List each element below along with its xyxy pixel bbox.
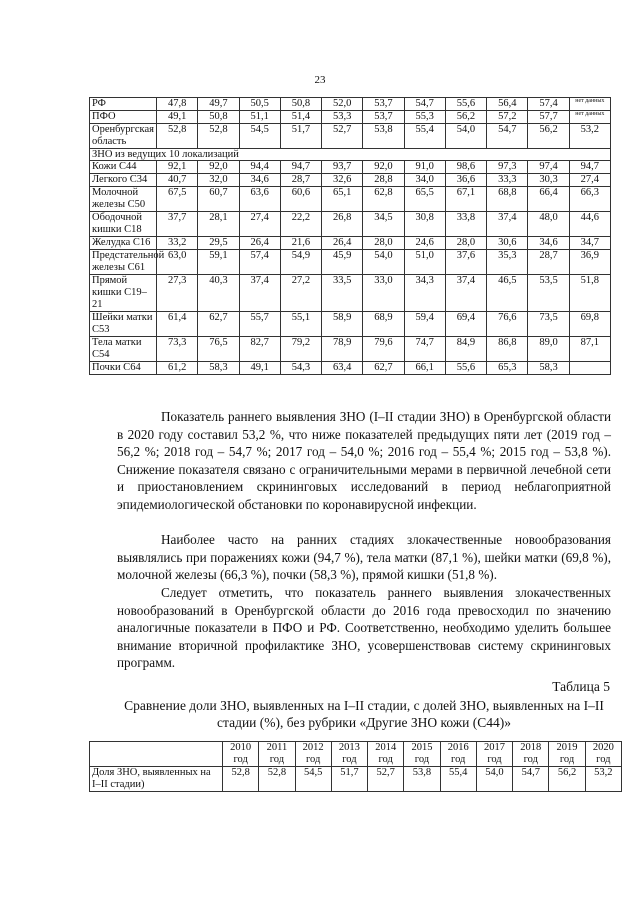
table-cell: 53,3 xyxy=(322,111,363,124)
table-cell: 51,7 xyxy=(331,767,367,792)
table-row xyxy=(90,124,611,149)
table-5-title: Сравнение доли ЗНО, выявленных на I–II стадии, с долей ЗНО, выявленных на I–II стадии (%), без рубрики «Другие ЗНО кожи (С44)» xyxy=(124,698,604,730)
table-cell: 33,2 xyxy=(157,237,198,250)
table-cell: 54,7 xyxy=(487,124,528,149)
table-cell: 62,7 xyxy=(363,362,404,375)
table-cell: 22,2 xyxy=(280,212,321,237)
table-cell: 86,8 xyxy=(487,337,528,362)
year-header: 2020 год xyxy=(585,742,621,767)
year-header: 2011 год xyxy=(259,742,295,767)
table-cell: 58,3 xyxy=(528,362,569,375)
table-5 xyxy=(89,741,622,792)
table-cell xyxy=(569,362,610,375)
table-cell: 59,4 xyxy=(404,312,445,337)
table-cell: 54,0 xyxy=(363,250,404,275)
table-cell: 27,4 xyxy=(569,174,610,187)
table-cell: 54,5 xyxy=(295,767,331,792)
table-cell: 53,2 xyxy=(585,767,621,792)
table-cell: 56,2 xyxy=(528,124,569,149)
table-cell: 49,1 xyxy=(157,111,198,124)
row-label: Шейки матки С53 xyxy=(90,312,157,337)
table-cell: 47,8 xyxy=(157,98,198,111)
table-cell: 60,6 xyxy=(280,187,321,212)
table-cell: 68,9 xyxy=(363,312,404,337)
table-cell: 57,4 xyxy=(239,250,280,275)
table-row xyxy=(90,237,611,250)
table-cell: 53,5 xyxy=(528,275,569,312)
table-cell: 65,5 xyxy=(404,187,445,212)
table-cell: 89,0 xyxy=(528,337,569,362)
table-cell: 55,7 xyxy=(239,312,280,337)
table-cell: 48,0 xyxy=(528,212,569,237)
year-header: 2018 год xyxy=(513,742,549,767)
row-label: Кожи С44 xyxy=(90,161,157,174)
table-cell: 63,0 xyxy=(157,250,198,275)
table-cell: 62,7 xyxy=(198,312,239,337)
table-row xyxy=(90,187,611,212)
table-cell: 92,0 xyxy=(363,161,404,174)
table-cell: 52,0 xyxy=(322,98,363,111)
table-cell: 52,8 xyxy=(157,124,198,149)
row-label: ПФО xyxy=(90,111,157,124)
table-cell: 29,5 xyxy=(198,237,239,250)
table-cell: 59,1 xyxy=(198,250,239,275)
table-cell: 84,9 xyxy=(445,337,486,362)
table-cell: 44,6 xyxy=(569,212,610,237)
table-row xyxy=(90,161,611,174)
table-cell: 37,4 xyxy=(239,275,280,312)
table-row xyxy=(90,337,611,362)
table-cell: 51,1 xyxy=(239,111,280,124)
table-cell: 67,1 xyxy=(445,187,486,212)
table-cell: 91,0 xyxy=(404,161,445,174)
table-cell: 34,5 xyxy=(363,212,404,237)
table-cell: 28,0 xyxy=(445,237,486,250)
table-cell: 32,6 xyxy=(322,174,363,187)
table-cell: 52,7 xyxy=(322,124,363,149)
table-cell: 51,4 xyxy=(280,111,321,124)
year-header: 2013 год xyxy=(331,742,367,767)
table-cell: 56,2 xyxy=(549,767,585,792)
table-cell: 74,7 xyxy=(404,337,445,362)
table-cell: 54,7 xyxy=(404,98,445,111)
table-cell: 97,3 xyxy=(487,161,528,174)
table-cell: 50,5 xyxy=(239,98,280,111)
table-cell: 37,4 xyxy=(487,212,528,237)
table-cell: 24,6 xyxy=(404,237,445,250)
table-cell: 30,8 xyxy=(404,212,445,237)
paragraph-conclusion: Следует отметить, что показатель раннего выявления злокачественных новообразований в Оренбургской области до 2016 года превосходил по значению аналогичные показатели в ПФО и РФ. Соответственно, необходимо уделить большее внимание вторичной профилактике ЗНО, усовершенствовав систему скрининговых программ. xyxy=(117,585,611,670)
table-cell: 55,6 xyxy=(445,98,486,111)
table-cell: 54,0 xyxy=(445,124,486,149)
table-cell: 79,2 xyxy=(280,337,321,362)
table-cell: 66,1 xyxy=(404,362,445,375)
table-cell: 94,4 xyxy=(239,161,280,174)
table-cell: 49,1 xyxy=(239,362,280,375)
table-cell: 61,2 xyxy=(157,362,198,375)
table-cell: 55,6 xyxy=(445,362,486,375)
table-cell: 49,7 xyxy=(198,98,239,111)
year-header: 2016 год xyxy=(440,742,476,767)
table-cell: 32,0 xyxy=(198,174,239,187)
table-cell: 93,7 xyxy=(322,161,363,174)
table-cell: 28,0 xyxy=(363,237,404,250)
table-cell: 58,3 xyxy=(198,362,239,375)
table-cell: 94,7 xyxy=(569,161,610,174)
table-row xyxy=(90,362,611,375)
table-cell: 52,7 xyxy=(368,767,404,792)
table-cell: 53,7 xyxy=(363,111,404,124)
table-cell: 67,5 xyxy=(157,187,198,212)
table-row xyxy=(90,111,611,124)
table-cell: 63,4 xyxy=(322,362,363,375)
table-5-label: Таблица 5 xyxy=(552,679,610,694)
table-cell: нет данных xyxy=(569,111,610,124)
table-cell: 76,5 xyxy=(198,337,239,362)
table-cell: 92,1 xyxy=(157,161,198,174)
page-number: 23 xyxy=(314,74,326,86)
table-cell: 33,8 xyxy=(445,212,486,237)
table-cell: 98,6 xyxy=(445,161,486,174)
table-cell: 92,0 xyxy=(198,161,239,174)
table-cell: 52,8 xyxy=(198,124,239,149)
table-cell: 40,3 xyxy=(198,275,239,312)
table-cell: 26,4 xyxy=(322,237,363,250)
table-cell: 40,7 xyxy=(157,174,198,187)
table-cell: 33,3 xyxy=(487,174,528,187)
table-cell: 73,3 xyxy=(157,337,198,362)
table-cell: 36,9 xyxy=(569,250,610,275)
table-cell: 34,7 xyxy=(569,237,610,250)
table-cell: 63,6 xyxy=(239,187,280,212)
row-label: Предстательной железы С61 xyxy=(90,250,157,275)
table-cell: 26,8 xyxy=(322,212,363,237)
table-row xyxy=(90,250,611,275)
table-row xyxy=(90,212,611,237)
row-label: Желудка С16 xyxy=(90,237,157,250)
table-cell: 53,8 xyxy=(363,124,404,149)
table-cell: 58,9 xyxy=(322,312,363,337)
table-cell: 27,2 xyxy=(280,275,321,312)
row-label: Ободочной кишки С18 xyxy=(90,212,157,237)
table-cell: 27,3 xyxy=(157,275,198,312)
table-cell: 54,3 xyxy=(280,362,321,375)
row-label: Прямой кишки С19–21 xyxy=(90,275,157,312)
table-cell: 46,5 xyxy=(487,275,528,312)
row-label: Доля ЗНО, выявленных на I–II стадии) xyxy=(90,767,223,792)
year-header: 2019 год xyxy=(549,742,585,767)
table-cell: 30,3 xyxy=(528,174,569,187)
table-cell: 73,5 xyxy=(528,312,569,337)
early-detection-table xyxy=(89,97,611,375)
table-cell: 37,7 xyxy=(157,212,198,237)
table-cell: 30,6 xyxy=(487,237,528,250)
table-cell: 61,4 xyxy=(157,312,198,337)
table-cell: 33,5 xyxy=(322,275,363,312)
section-heading: ЗНО из ведущих 10 локализаций xyxy=(90,149,611,161)
table-cell: 56,2 xyxy=(445,111,486,124)
row-label: РФ xyxy=(90,98,157,111)
table-cell: 26,4 xyxy=(239,237,280,250)
table-row xyxy=(90,174,611,187)
table-header-row xyxy=(90,742,622,767)
table-cell: 55,4 xyxy=(404,124,445,149)
table-cell: 28,7 xyxy=(280,174,321,187)
table-cell: 51,8 xyxy=(569,275,610,312)
table-cell: 55,3 xyxy=(404,111,445,124)
table-cell: 35,3 xyxy=(487,250,528,275)
table-cell: 57,7 xyxy=(528,111,569,124)
table-cell: 34,6 xyxy=(528,237,569,250)
table-cell: 34,3 xyxy=(404,275,445,312)
year-header: 2012 год xyxy=(295,742,331,767)
table-cell: 54,5 xyxy=(239,124,280,149)
table-cell: 21,6 xyxy=(280,237,321,250)
paragraph-frequent-sites: Наиболее часто на ранних стадиях злокачественные новообразования выявлялись при поражениях кожи (94,7 %), тела матки (87,1 %), шейки матки (69,8 %), молочной железы (66,3 %), почки (58,3 %), прямой кишки (51,8 %). xyxy=(117,532,611,582)
table-cell: 82,7 xyxy=(239,337,280,362)
table-cell: 51,0 xyxy=(404,250,445,275)
table-cell: 34,0 xyxy=(404,174,445,187)
table-cell: 69,4 xyxy=(445,312,486,337)
table-cell: 28,1 xyxy=(198,212,239,237)
row-label: Молочной железы С50 xyxy=(90,187,157,212)
section-row xyxy=(90,149,611,161)
table-cell: 53,8 xyxy=(404,767,440,792)
table-cell: 36,6 xyxy=(445,174,486,187)
table-cell: 66,3 xyxy=(569,187,610,212)
header-blank xyxy=(90,742,223,767)
row-label: Оренбургская область xyxy=(90,124,157,149)
table-row xyxy=(90,767,622,792)
table-cell: 55,1 xyxy=(280,312,321,337)
table-cell: 68,8 xyxy=(487,187,528,212)
table-cell: 57,2 xyxy=(487,111,528,124)
table-cell: 27,4 xyxy=(239,212,280,237)
paragraph-early-detection: Показатель раннего выявления ЗНО (I–II стадии ЗНО) в Оренбургской области в 2020 году составил 53,2 %, что ниже показателей предыдущих пяти лет (2019 год – 56,2 %; 2018 год – 54,7 %; 2017 год – 54,0 %; 2016 год – 55,4 %; 2015 год – 53,8 %). Снижение показателя связано с ограничительными мерами в первичной лечебной сети и приостановлением скрининговых исследований в период неблагоприятной эпидемиологической обстановки по коронавирусной инфекции. xyxy=(117,409,611,512)
table-cell: 97,4 xyxy=(528,161,569,174)
table-cell: 52,8 xyxy=(223,767,259,792)
table-cell: 76,6 xyxy=(487,312,528,337)
table-cell: 53,7 xyxy=(363,98,404,111)
table-cell: 37,6 xyxy=(445,250,486,275)
table-row xyxy=(90,98,611,111)
table-cell: 66,4 xyxy=(528,187,569,212)
table-cell: 65,3 xyxy=(487,362,528,375)
year-header: 2010 год xyxy=(223,742,259,767)
row-label: Почки С64 xyxy=(90,362,157,375)
table-cell: 65,1 xyxy=(322,187,363,212)
year-header: 2014 год xyxy=(368,742,404,767)
table-cell: 45,9 xyxy=(322,250,363,275)
table-cell: 62,8 xyxy=(363,187,404,212)
table-cell: 50,8 xyxy=(198,111,239,124)
table-cell: 87,1 xyxy=(569,337,610,362)
table-cell: 60,7 xyxy=(198,187,239,212)
table-cell: 56,4 xyxy=(487,98,528,111)
year-header: 2017 год xyxy=(476,742,512,767)
table-cell: 34,6 xyxy=(239,174,280,187)
table-cell: 54,9 xyxy=(280,250,321,275)
table-cell: 28,8 xyxy=(363,174,404,187)
table-cell: 52,8 xyxy=(259,767,295,792)
table-cell: 37,4 xyxy=(445,275,486,312)
table-row xyxy=(90,275,611,312)
table-cell: 50,8 xyxy=(280,98,321,111)
row-label: Тела матки С54 xyxy=(90,337,157,362)
table-cell: 79,6 xyxy=(363,337,404,362)
table-cell: 33,0 xyxy=(363,275,404,312)
row-label: Легкого С34 xyxy=(90,174,157,187)
table-cell: 94,7 xyxy=(280,161,321,174)
table-cell: 78,9 xyxy=(322,337,363,362)
table-cell: 55,4 xyxy=(440,767,476,792)
table-cell: 54,7 xyxy=(513,767,549,792)
table-cell: нет данных xyxy=(569,98,610,111)
table-cell: 28,7 xyxy=(528,250,569,275)
table-cell: 54,0 xyxy=(476,767,512,792)
table-cell: 51,7 xyxy=(280,124,321,149)
table-cell: 53,2 xyxy=(569,124,610,149)
table-row xyxy=(90,312,611,337)
table-cell: 69,8 xyxy=(569,312,610,337)
table-cell: 57,4 xyxy=(528,98,569,111)
year-header: 2015 год xyxy=(404,742,440,767)
